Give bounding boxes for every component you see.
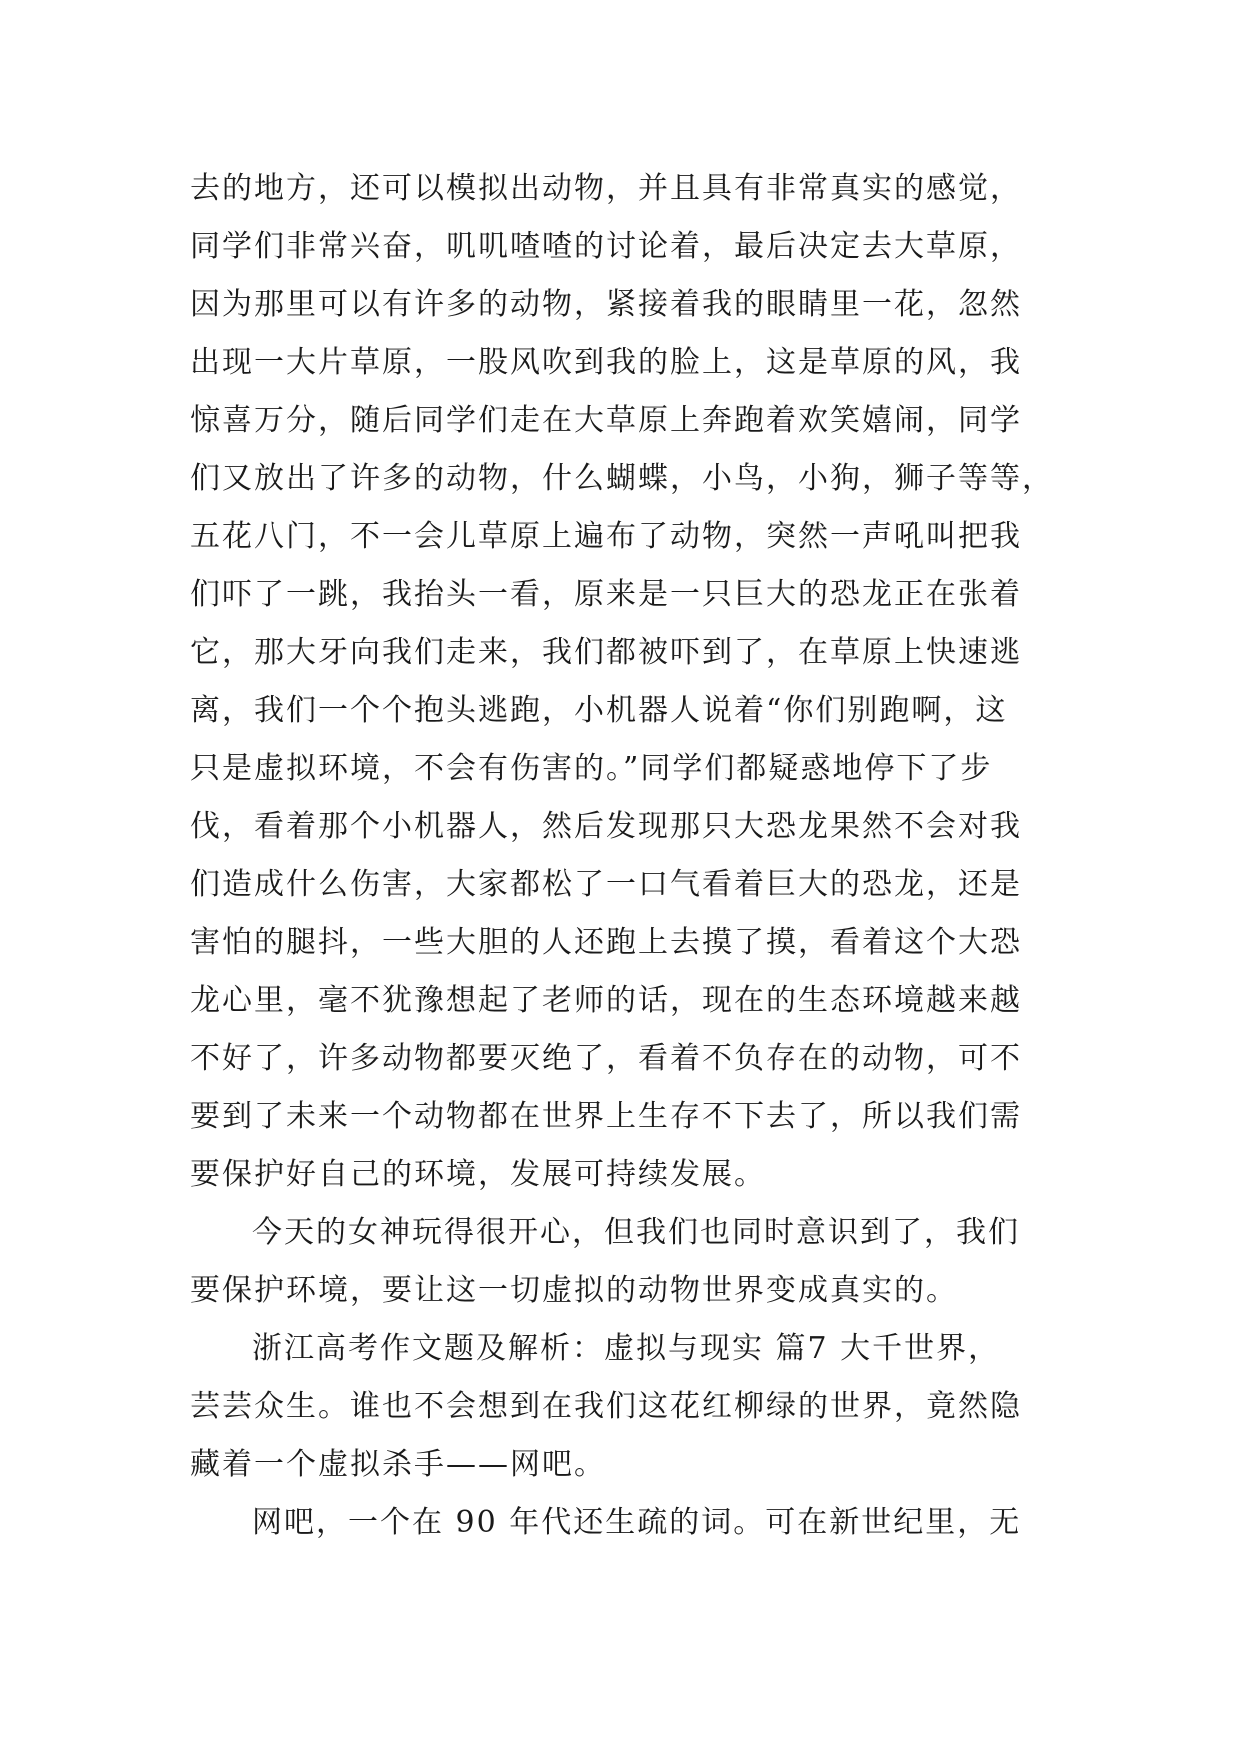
text-line: 只是虚拟环境，不会有伤害的。”同学们都疑惑地停下了步 bbox=[190, 751, 993, 786]
text-line: 去的地方，还可以模拟出动物，并且具有非常真实的感觉， bbox=[190, 171, 1022, 206]
text-line: 们又放出了许多的动物，什么蝴蝶，小鸟，小狗，狮子等等， bbox=[190, 461, 1054, 496]
text-line: 藏着一个虚拟杀手——网吧。 bbox=[190, 1447, 606, 1482]
text-line: 伐，看着那个小机器人，然后发现那只大恐龙果然不会对我 bbox=[190, 809, 1022, 844]
text-line: 们造成什么伤害，大家都松了一口气看着巨大的恐龙，还是 bbox=[190, 867, 1022, 902]
essay-body bbox=[190, 160, 1060, 1552]
text-line: 要保护环境，要让这一切虚拟的动物世界变成真实的。 bbox=[190, 1273, 958, 1308]
text-line: 龙心里，毫不犹豫想起了老师的话，现在的生态环境越来越 bbox=[190, 983, 1022, 1018]
text-line: 不好了，许多动物都要灭绝了，看着不负存在的动物，可不 bbox=[190, 1041, 1022, 1076]
text-line: 芸芸众生。谁也不会想到在我们这花红柳绿的世界，竟然隐 bbox=[190, 1389, 1022, 1424]
paragraph-start-line: 今天的女神玩得很开心，但我们也同时意识到了，我们 bbox=[252, 1215, 1020, 1250]
paragraph-start-line: 网吧，一个在 90 年代还生疏的词。可在新世纪里，无 bbox=[252, 1505, 1022, 1540]
text-line: 因为那里可以有许多的动物，紧接着我的眼睛里一花，忽然 bbox=[190, 287, 1022, 322]
text-line: 害怕的腿抖，一些大胆的人还跑上去摸了摸，看着这个大恐 bbox=[190, 925, 1022, 960]
paragraph-start-line: 浙江高考作文题及解析：虚拟与现实 篇7 大千世界， bbox=[252, 1331, 1001, 1366]
text-line: 们吓了一跳，我抬头一看，原来是一只巨大的恐龙正在张着 bbox=[190, 577, 1022, 612]
text-line: 要到了未来一个动物都在世界上生存不下去了，所以我们需 bbox=[190, 1099, 1022, 1134]
text-line: 要保护好自己的环境，发展可持续发展。 bbox=[190, 1157, 766, 1192]
text-line: 惊喜万分，随后同学们走在大草原上奔跑着欢笑嬉闹，同学 bbox=[190, 403, 1022, 438]
text-line: 出现一大片草原，一股风吹到我的脸上，这是草原的风，我 bbox=[190, 345, 1022, 380]
text-line: 同学们非常兴奋，叽叽喳喳的讨论着，最后决定去大草原， bbox=[190, 229, 1022, 264]
text-line: 离，我们一个个抱头逃跑，小机器人说着“你们别跑啊，这 bbox=[190, 693, 1008, 728]
text-line: 它，那大牙向我们走来，我们都被吓到了，在草原上快速逃 bbox=[190, 635, 1022, 670]
text-line: 五花八门，不一会儿草原上遍布了动物，突然一声吼叫把我 bbox=[190, 519, 1022, 554]
